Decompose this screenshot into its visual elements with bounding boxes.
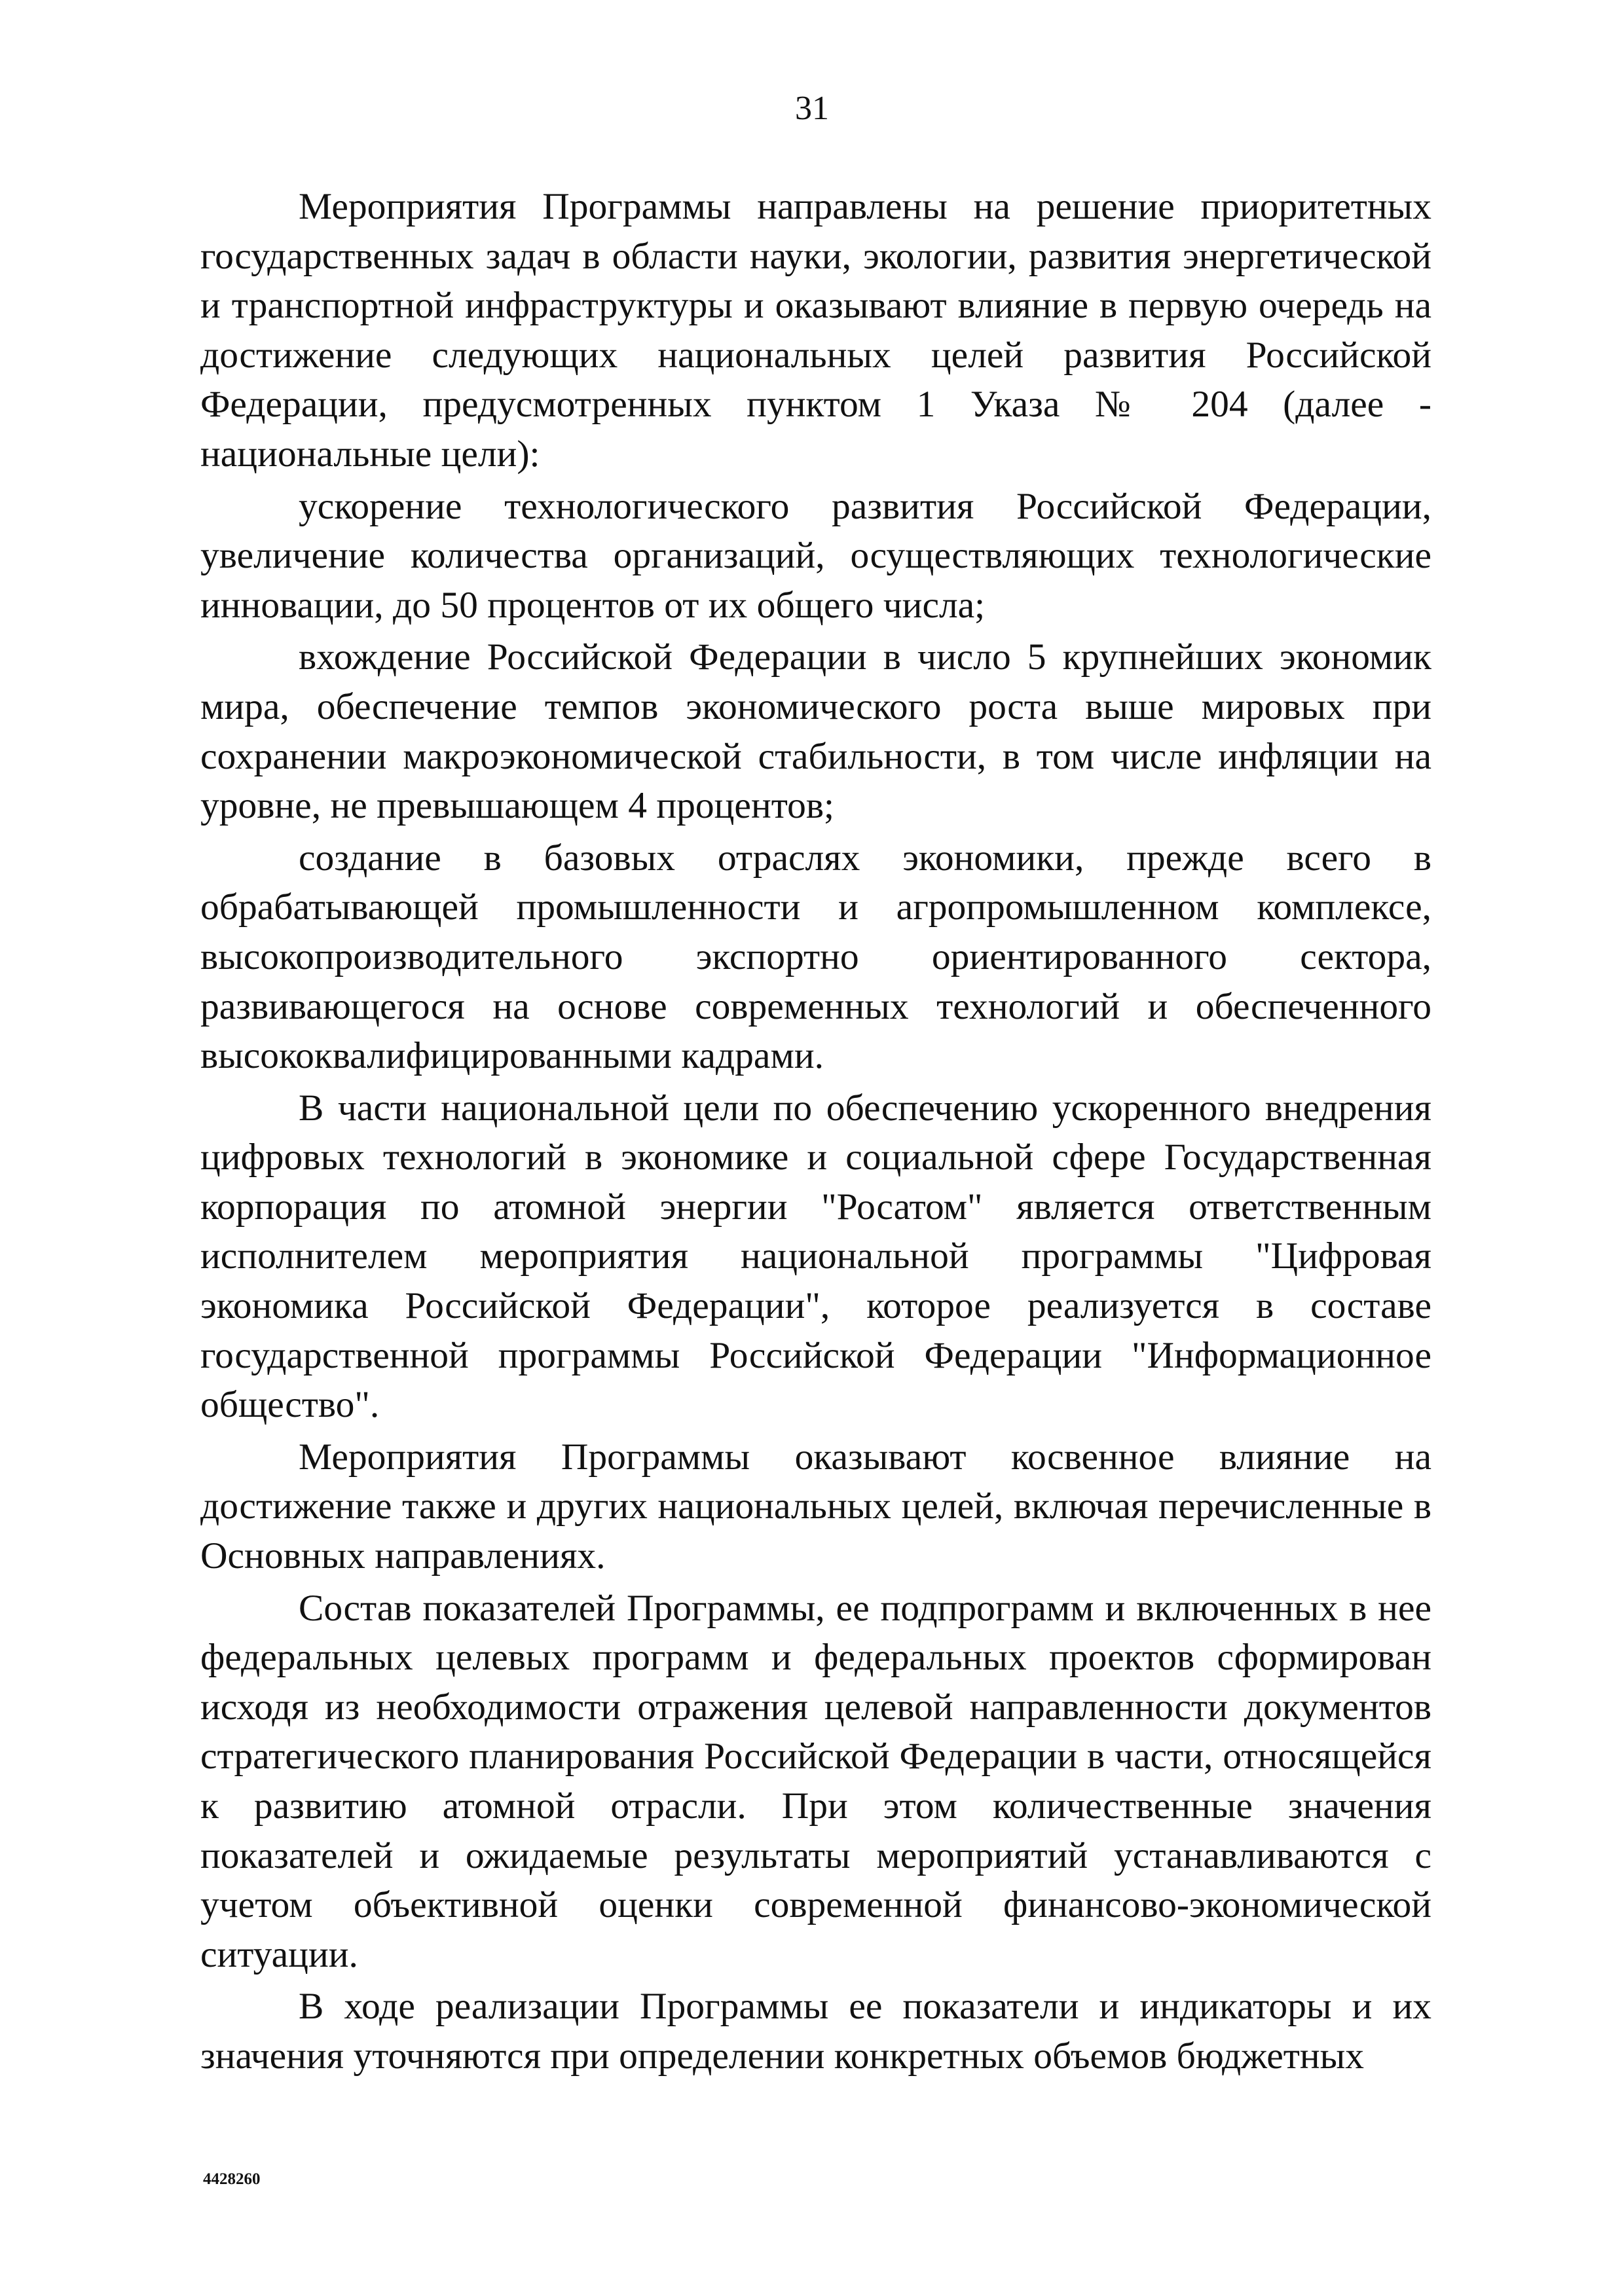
paragraph-3: вхождение Российской Федерации в число 5 крупнейших экономик мира, обеспечение темпов экономического роста выше мировых при сохранении макроэкономической стабильности, в том числе инфляции на уровне, не превышающем 4 процентов; bbox=[200, 636, 1431, 827]
document-code: 4428260 bbox=[203, 2170, 261, 2188]
paragraph-2: ускорение технологического развития Российской Федерации, увеличение количества организаций, осуществляющих технологические инновации, до 50 процентов от их общего числа; bbox=[200, 485, 1431, 626]
paragraph-8: В ходе реализации Программы ее показатели и индикаторы и их значения уточняются при определении конкретных объемов бюджетных bbox=[200, 1986, 1431, 2077]
paragraph-7: Состав показателей Программы, ее подпрограмм и включенных в нее федеральных целевых программ и федеральных проектов сформирован исходя из необходимости отражения целевой направленности документов стратегического планирования Российской Федерации в части, относящейся к развитию атомной отрасли. При этом количественные значения показателей и ожидаемые результаты мероприятий устанавливаются с учетом объективной оценки современной финансово-экономической ситуации. bbox=[200, 1587, 1431, 1975]
paragraph-5: В части национальной цели по обеспечению ускоренного внедрения цифровых технологий в экономике и социальной сфере Государственная корпорация по атомной энергии "Росатом" является ответственным исполнителем мероприятия национальной программы "Цифровая экономика Российской Федерации", которое реализуется в составе государственной программы Российской Федерации "Информационное общество". bbox=[200, 1087, 1431, 1426]
paragraph-6: Мероприятия Программы оказывают косвенное влияние на достижение также и других национальных целей, включая перечисленные в Основных направлениях. bbox=[200, 1436, 1431, 1577]
paragraph-4: создание в базовых отраслях экономики, прежде всего в обрабатывающей промышленности и агропромышленном комплексе, высокопроизводительного экспортно ориентированного сектора, развивающегося на основе современных технологий и обеспеченного высококвалифицированными кадрами. bbox=[200, 837, 1431, 1077]
document-body bbox=[200, 182, 1431, 2084]
page-number: 31 bbox=[795, 90, 829, 127]
paragraph-1: Мероприятия Программы направлены на решение приоритетных государственных задач в области науки, экологии, развития энергетической и транспортной инфраструктуры и оказывают влияние в первую очередь на достижение следующих национальных целей развития Российской Федерации, предусмотренных пунктом 1 Указа № 204 (далее - национальные цели): bbox=[200, 186, 1431, 475]
